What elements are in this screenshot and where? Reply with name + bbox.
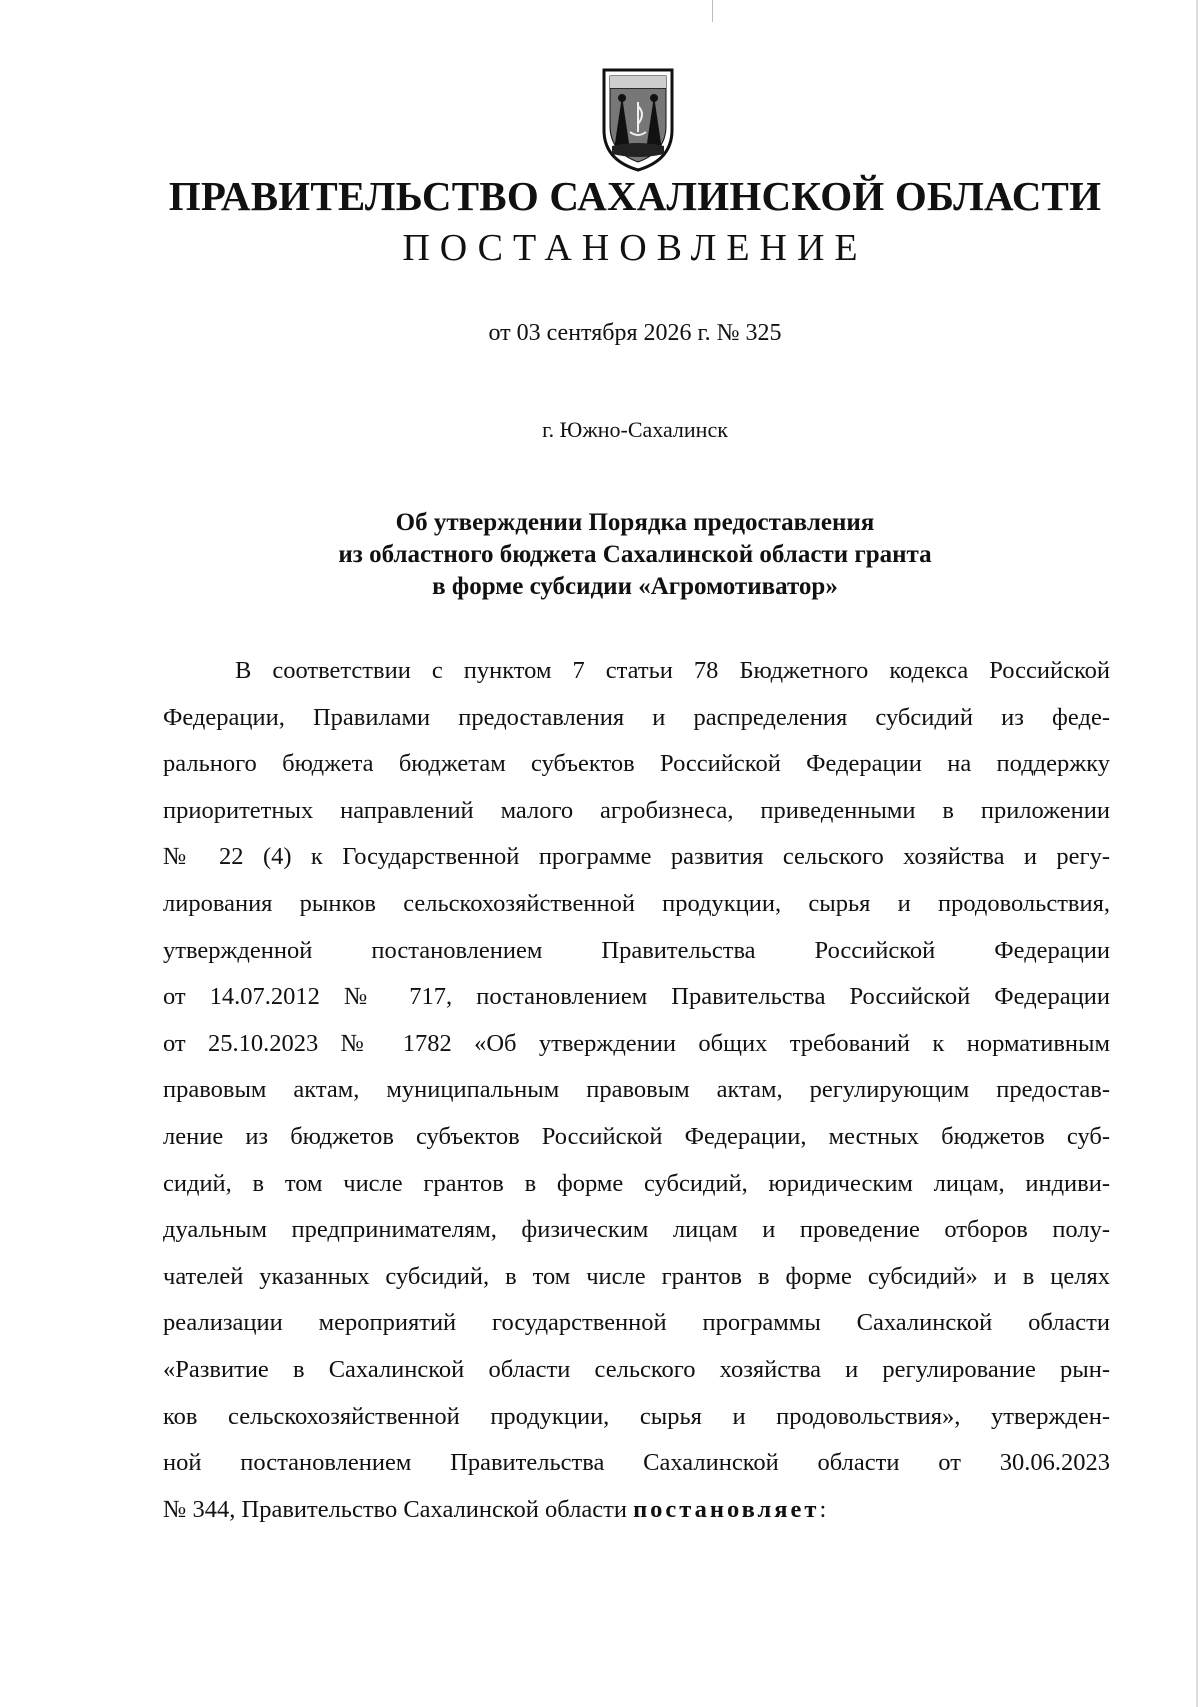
body-line: приоритетных направлений малого агробизнеса, приведенными в приложении xyxy=(163,796,1110,824)
body-line: ление из бюджетов субъектов Российской Федерации, местных бюджетов суб- xyxy=(163,1122,1110,1150)
body-line: от 14.07.2012 № 717, постановлением Правительства Российской Федерации xyxy=(163,983,1110,1011)
scan-mark xyxy=(1196,0,1198,1707)
body-line: чателей указанных субсидий, в том числе грантов в форме субсидий» и в целях xyxy=(163,1262,1110,1290)
body-line: утвержденной постановлением Правительства Российской Федерации xyxy=(163,936,1110,964)
title-line: в форме субсидии «Агромотиватор» xyxy=(432,573,838,600)
body-last-line xyxy=(163,1487,1110,1534)
body-line: дуальным предпринимателям, физическим лицам и проведение отборов полу- xyxy=(163,1216,1110,1244)
body-line: «Развитие в Сахалинской области сельского хозяйства и регулирование рын- xyxy=(163,1355,1110,1383)
body-line: от 25.10.2023 № 1782 «Об утверждении общих требований к нормативным xyxy=(163,1029,1110,1057)
title-line: Об утверждении Порядка предоставления xyxy=(395,509,875,536)
title-line: из областного бюджета Сахалинской области гранта xyxy=(338,541,932,568)
body-line: ной постановлением Правительства Сахалинской области от 30.06.2023 xyxy=(163,1449,1110,1477)
body-line: Федерации, Правилами предоставления и распределения субсидий из феде- xyxy=(163,703,1110,731)
body-line: № 22 (4) к Государственной программе развития сельского хозяйства и регу- xyxy=(163,843,1110,871)
body-line: рального бюджета бюджетам субъектов Российской Федерации на поддержку xyxy=(163,750,1110,778)
document-title xyxy=(0,507,1200,603)
body-line: сидий, в том числе грантов в форме субсидий, юридическим лицам, индиви- xyxy=(163,1169,1110,1197)
last-line-colon: : xyxy=(819,1495,827,1523)
coat-of-arms-emblem xyxy=(600,66,676,172)
body-line: правовым актам, муниципальным правовым актам, регулирующим предостав- xyxy=(163,1076,1110,1104)
document-body xyxy=(163,648,1110,1533)
document-date-number: от 03 сентября 2026 г. № 325 xyxy=(488,320,782,346)
last-line-text: № 344, Правительство Сахалинской области xyxy=(163,1495,627,1523)
body-line: лирования рынков сельскохозяйственной продукции, сырья и продовольствия, xyxy=(163,889,1110,917)
organization-name: ПРАВИТЕЛЬСТВО САХАЛИНСКОЙ ОБЛАСТИ xyxy=(168,173,1102,219)
body-line: реализации мероприятий государственной программы Сахалинской области xyxy=(163,1309,1110,1337)
body-line: ков сельскохозяйственной продукции, сырья и продовольствия», утвержден- xyxy=(163,1402,1110,1430)
body-line: В соответствии с пунктом 7 статьи 78 Бюджетного кодекса Российской xyxy=(235,657,1110,684)
resolves-word: постановляет xyxy=(633,1495,820,1523)
scan-mark xyxy=(712,0,713,22)
document-type: ПОСТАНОВЛЕНИЕ xyxy=(402,227,868,269)
document-city: г. Южно-Сахалинск xyxy=(542,417,728,442)
